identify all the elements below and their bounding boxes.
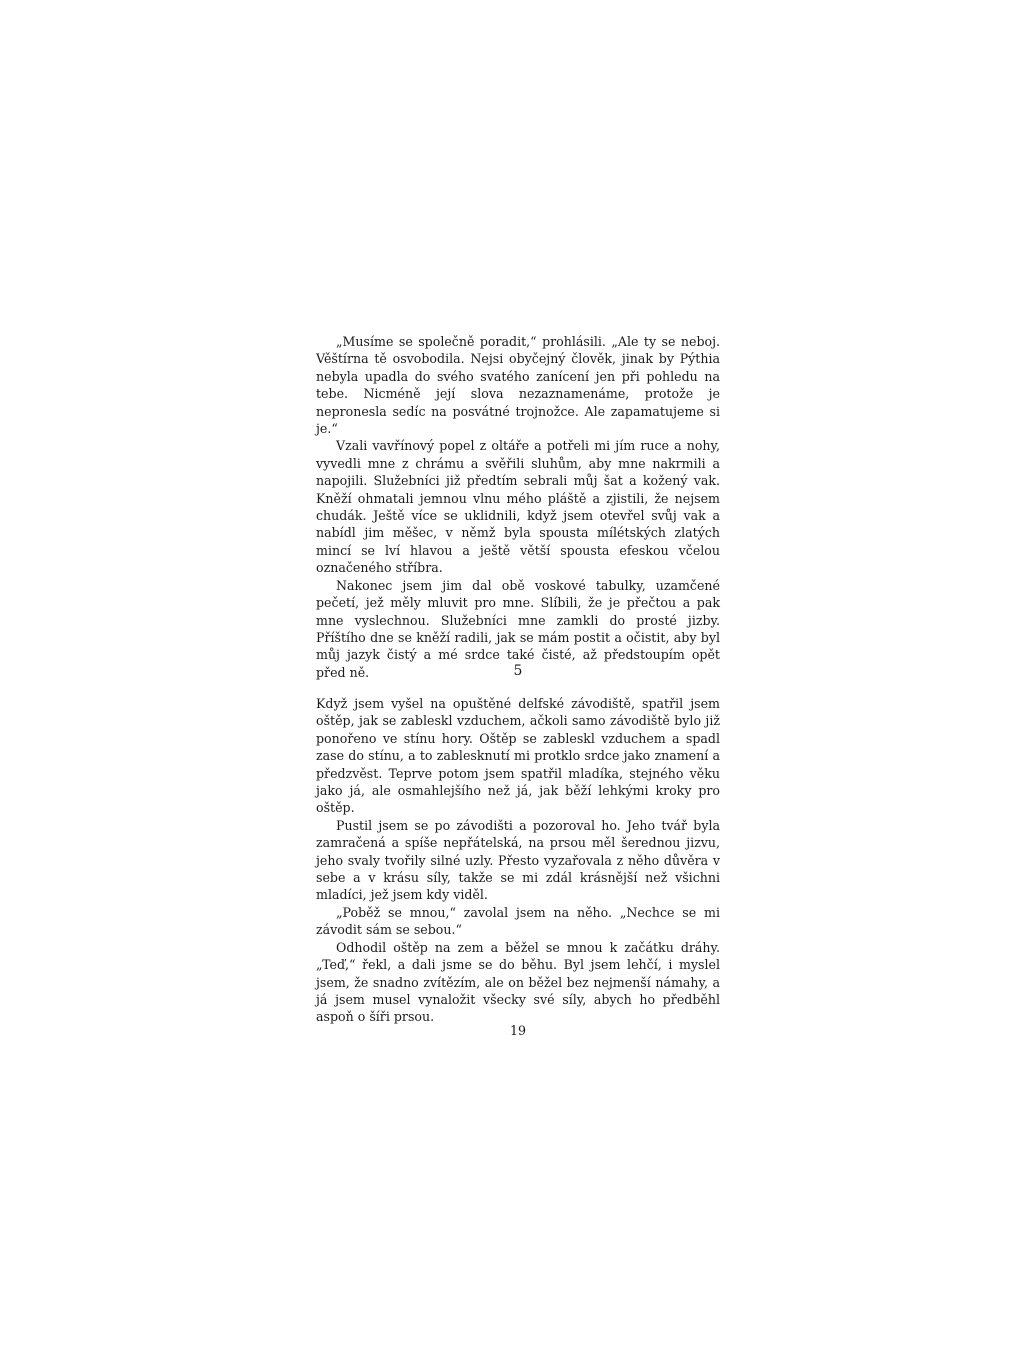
paragraph: „Poběž se mnou,“ zavolal jsem na něho. „Nechce se mi závodit sám se sebou.“ (316, 904, 720, 938)
page-number: 19 (509, 1023, 527, 1038)
chapter-number: 5 (513, 663, 523, 679)
paragraph: Vzali vavřínový popel z oltáře a potřeli mi jím ruce a nohy, vyvedli mne z chrámu a svěřili sluhům, aby mne nakrmili a napojili. Služebníci již předtím sebrali můj šat a kožený vak. Kněží ohmatali jemnou vlnu mého pláště a zjistili, že nejsem chudák. Ještě více se uklidnili, když jsem otevřel svůj vak a nabídl jim měšec, v němž byla spousta mílétských zlatých mincí se lví hlavou a ještě větší spousta efeskou včelou označeného stříbra. (316, 438, 720, 576)
paragraph: Nakonec jsem jim dal obě voskové tabulky, uzamčené pečetí, jež měly mluvit pro mne. Slíbili, že je přečtou a pak mne vyslechnou. Služebníci mne zamkli do prosté jizby. Příštího dne se kněží radili, jak se mám postit a očistit, aby byl můj jazyk čistý a mé srdce také čisté, až předstoupím opět před ně. (316, 577, 720, 680)
section-one (316, 333, 720, 681)
paragraph: Odhodil oštěp na zem a běžel se mnou k začátku dráhy. „Teď,“ řekl, a dali jsme se do běhu. Byl jsem lehčí, i myslel jsem, že snadno zvítězím, ale on běžel bez nejmenší námahy, a já jsem musel vynaložit všecky své síly, abych ho předběhl aspoň o šíři prsou. (316, 939, 720, 1025)
paragraph: Pustil jsem se po závodišti a pozoroval ho. Jeho tvář byla zamračená a spíše nepřátelská, na prsou měl šerednou jizvu, jeho svaly tvořily silné uzly. Přesto vyzařovala z něho důvěra v sebe a v krásu síly, takže se mi zdál krásnější než všichni mladíci, jež jsem kdy viděl. (316, 817, 720, 903)
section-two (316, 695, 720, 1026)
paragraph: „Musíme se společně poradit,“ prohlásili. „Ale ty se neboj. Věštírna tě osvobodila. Nejsi obyčejný člověk, jinak by Pýthia nebyla upadla do svého svatého zanícení jen při pohledu na tebe. Nicméně její slova nezaznamenáme, protože je nepronesla sedíc na posvátné trojnožce. Ale zapamatujeme si je.“ (316, 334, 720, 437)
paragraph: Když jsem vyšel na opuštěné delfské závodiště, spatřil jsem oštěp, jak se zableskl vzduchem, ačkoli samo závodiště bylo již ponořeno ve stínu hory. Oštěp se zableskl vzduchem a spadl zase do stínu, a to zablesknutí mi protklo srdce jako znamení a předzvěst. Teprve potom jsem spatřil mladíka, stejného věku jako já, ale osmahlejšího než já, jak běží lehkými kroky pro oštěp. (316, 696, 720, 816)
